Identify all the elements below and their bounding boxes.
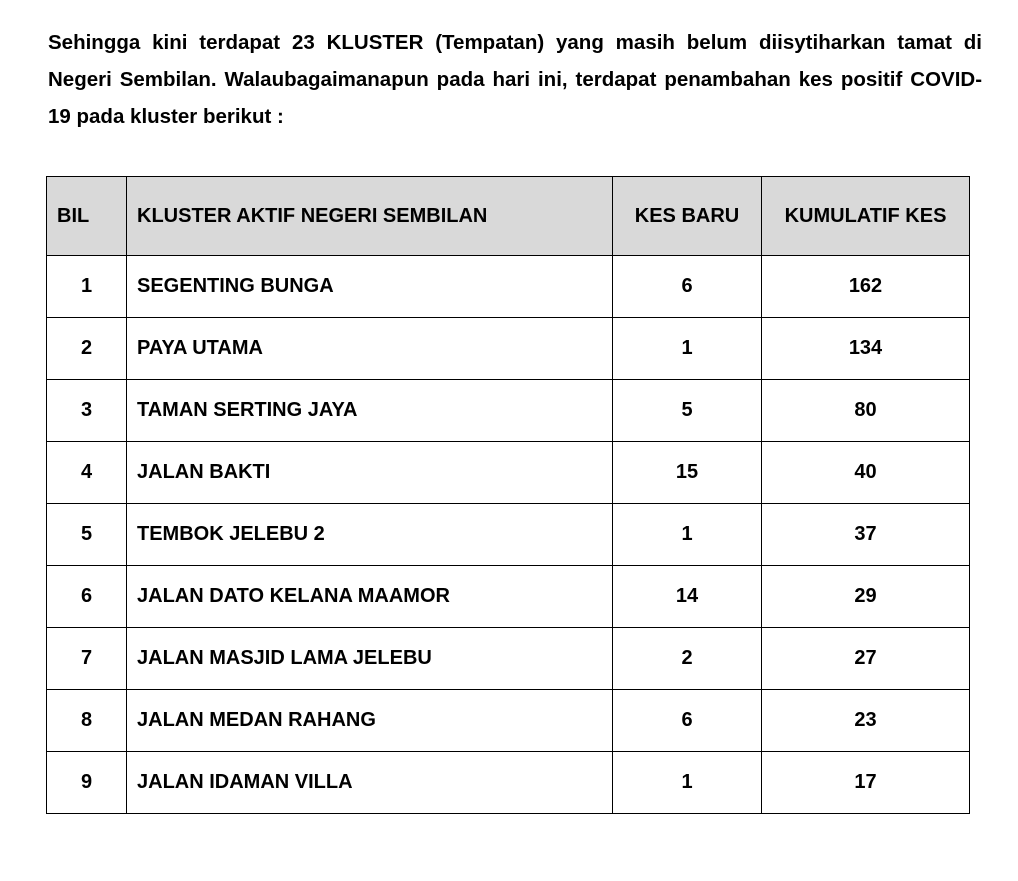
cell-kluster: JALAN BAKTI [127, 442, 613, 504]
header-kluster: KLUSTER AKTIF NEGERI SEMBILAN [127, 177, 613, 256]
cell-bil: 2 [47, 318, 127, 380]
cell-kumulatif: 29 [762, 566, 970, 628]
intro-paragraph [48, 24, 982, 135]
cell-kluster: JALAN DATO KELANA MAAMOR [127, 566, 613, 628]
cell-kluster: TAMAN SERTING JAYA [127, 380, 613, 442]
cell-kluster: PAYA UTAMA [127, 318, 613, 380]
cell-kluster: TEMBOK JELEBU 2 [127, 504, 613, 566]
cell-kumulatif: 40 [762, 442, 970, 504]
cell-kluster: JALAN MEDAN RAHANG [127, 690, 613, 752]
header-row [47, 177, 970, 256]
table-row [47, 380, 970, 442]
cell-bil: 4 [47, 442, 127, 504]
table-row [47, 690, 970, 752]
cell-kes-baru: 6 [613, 690, 762, 752]
header-kumulatif: KUMULATIF KES [762, 177, 970, 256]
cell-kes-baru: 5 [613, 380, 762, 442]
cell-kluster: JALAN MASJID LAMA JELEBU [127, 628, 613, 690]
cell-kes-baru: 2 [613, 628, 762, 690]
cell-kes-baru: 14 [613, 566, 762, 628]
intro-line-1: Sehingga kini terdapat 23 KLUSTER (Tempatan) yang masih belum diisytiharkan tamat di [48, 31, 982, 54]
table-row [47, 442, 970, 504]
intro-line-3: COVID-19 pada kluster berikut : [48, 68, 983, 128]
cell-bil: 5 [47, 504, 127, 566]
cluster-table [46, 176, 970, 814]
cell-kumulatif: 80 [762, 380, 970, 442]
intro-line-2: Negeri Sembilan. Walaubagaimanapun pada hari ini, terdapat penambahan kes positif [48, 68, 903, 91]
cell-kes-baru: 15 [613, 442, 762, 504]
cell-bil: 3 [47, 380, 127, 442]
cell-kumulatif: 134 [762, 318, 970, 380]
table-row [47, 256, 970, 318]
cell-bil: 9 [47, 752, 127, 814]
cell-kumulatif: 27 [762, 628, 970, 690]
table-row [47, 504, 970, 566]
table-row [47, 752, 970, 814]
cell-kes-baru: 1 [613, 752, 762, 814]
table-body [47, 256, 970, 814]
cell-bil: 7 [47, 628, 127, 690]
cell-kes-baru: 1 [613, 318, 762, 380]
cell-kumulatif: 23 [762, 690, 970, 752]
header-kes-baru: KES BARU [613, 177, 762, 256]
table-header [47, 177, 970, 256]
cell-kumulatif: 17 [762, 752, 970, 814]
header-bil: BIL [47, 177, 127, 256]
cell-kumulatif: 37 [762, 504, 970, 566]
cell-bil: 8 [47, 690, 127, 752]
cell-kluster: JALAN IDAMAN VILLA [127, 752, 613, 814]
cell-kumulatif: 162 [762, 256, 970, 318]
table-row [47, 628, 970, 690]
cell-bil: 6 [47, 566, 127, 628]
cell-kluster: SEGENTING BUNGA [127, 256, 613, 318]
table-row [47, 318, 970, 380]
cell-bil: 1 [47, 256, 127, 318]
cell-kes-baru: 6 [613, 256, 762, 318]
table-row [47, 566, 970, 628]
cell-kes-baru: 1 [613, 504, 762, 566]
